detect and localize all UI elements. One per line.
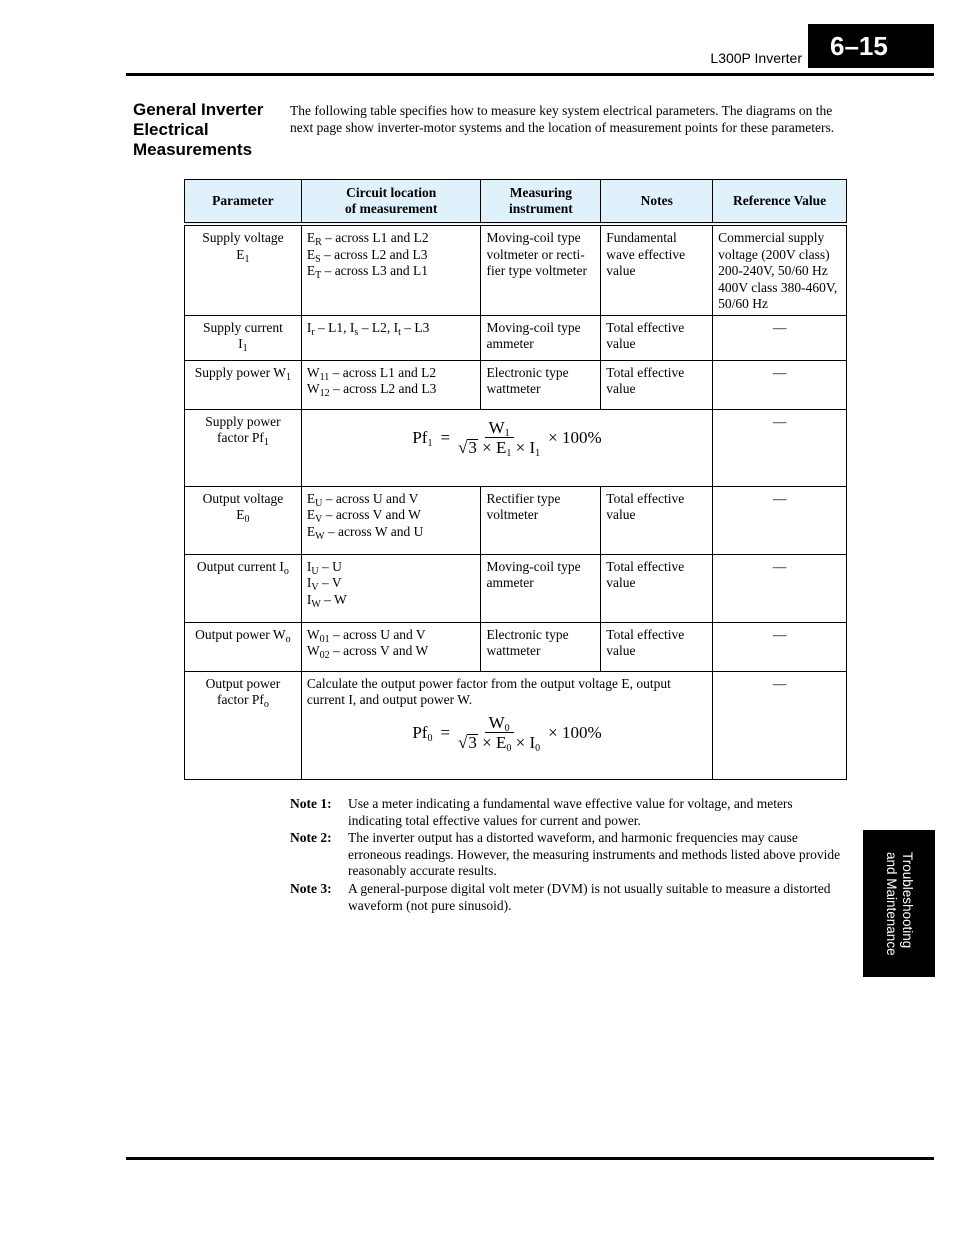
symbol: E: [236, 507, 245, 522]
power-factor-formula: [412, 712, 602, 754]
table-row: [185, 554, 847, 622]
circuit-line: [307, 381, 476, 398]
parameter-name: Output current I: [196, 558, 284, 574]
circuit-line: [307, 263, 476, 280]
header-line: Circuit location: [346, 184, 437, 200]
circuit-line: [307, 365, 476, 382]
sym: I: [306, 319, 312, 335]
notes-cell: Total effective value: [601, 360, 713, 409]
parameter-symbol: [190, 692, 296, 709]
formula-description: Calculate the output power factor from the output voltage E, output current I, and output power W.: [306, 675, 671, 707]
table-row: [185, 671, 847, 779]
parameter-sub: 1: [263, 437, 269, 448]
sym: E: [306, 246, 316, 262]
symbol-sub: 0: [244, 514, 250, 525]
notes-cell: Total effective value: [601, 622, 713, 671]
fraction: [458, 417, 541, 459]
header-notes: Notes: [601, 180, 713, 225]
instrument-cell: Moving-coil type ammeter: [481, 315, 601, 360]
table-row: [185, 409, 847, 486]
instrument-cell: Rectifier type voltmeter: [481, 486, 601, 554]
sub: 0: [506, 743, 512, 754]
denominator: [458, 733, 540, 752]
sqrt: [458, 734, 478, 752]
sym: E: [306, 523, 316, 539]
note-label: Note 2:: [290, 830, 332, 846]
sub: U: [311, 565, 319, 577]
sym: E: [306, 263, 316, 278]
parameter-name: Output power W: [195, 626, 286, 642]
reference-cell: —: [713, 360, 847, 409]
sym: E: [306, 490, 316, 506]
denominator: [458, 438, 540, 457]
sub: W: [315, 530, 325, 542]
power-factor-formula: [412, 417, 602, 459]
parameter-name: Output power: [205, 675, 281, 691]
parameter-symbol: [190, 247, 296, 264]
notes-cell: Fundamental wave effective value: [601, 224, 713, 315]
instrument-cell: Moving-coil type ammeter: [481, 554, 601, 622]
sym: W: [306, 643, 320, 658]
sym: I: [306, 558, 312, 574]
reference-cell: Commercial supply voltage (200V class) 200-240V, 50/60 Hz 400V class 380-460V, 50/60 Hz: [713, 224, 847, 315]
sub: R: [315, 237, 322, 248]
note-label: Note 3:: [290, 880, 332, 896]
section-title-line: Measurements: [133, 140, 253, 159]
text: – L2,: [358, 319, 394, 335]
instrument-cell: Electronic type wattmeter: [481, 360, 601, 409]
radicand: 3: [468, 438, 477, 457]
parameter-cell: [185, 409, 302, 486]
text: – V: [318, 575, 342, 590]
header-reference-value: Reference Value: [713, 180, 847, 225]
header-parameter: Parameter: [185, 180, 302, 225]
text: × I: [511, 733, 536, 752]
circuit-line: [307, 592, 476, 609]
instrument-cell: Electronic type wattmeter: [481, 622, 601, 671]
sub: S: [315, 253, 321, 265]
circuit-line: [307, 230, 476, 247]
circuit-line: [307, 247, 476, 264]
numerator: [485, 712, 514, 734]
parameter-name: factor Pf: [216, 692, 264, 707]
sub: 01: [319, 633, 330, 645]
intro-paragraph: The following table specifies how to measure key system electrical parameters. The diagrams on the next page show inverter-motor systems and the location of measurement points for these parameters.: [290, 103, 835, 135]
chapter-side-tab: [863, 830, 935, 977]
parameter-sub: o: [285, 633, 291, 645]
note-item: [290, 881, 850, 914]
parameter-name: Supply current: [202, 319, 283, 335]
text: – W: [320, 591, 347, 607]
sub: 0: [504, 722, 510, 734]
sym: Pf: [412, 427, 428, 447]
sub: T: [315, 270, 322, 281]
sub: 12: [319, 388, 330, 399]
parameter-name: Supply power: [205, 413, 281, 429]
radical-sign: √: [458, 733, 468, 752]
side-tab-label: [863, 830, 935, 977]
sub: 1: [535, 448, 541, 459]
sym: I: [306, 591, 312, 607]
sub: 0: [427, 732, 433, 744]
symbol: I: [238, 336, 243, 351]
sub: 1: [427, 437, 433, 449]
text: × E: [477, 438, 507, 457]
table-row: [185, 360, 847, 409]
reference-cell: —: [713, 409, 847, 486]
header-line: Measuring: [509, 184, 573, 200]
sub: s: [354, 326, 359, 338]
table-row: [185, 224, 847, 315]
text: – U: [318, 558, 342, 574]
numerator: [485, 417, 514, 439]
header-circuit-location: [301, 180, 481, 225]
text: – across V and W: [329, 643, 429, 658]
text: – across L1 and L2: [329, 364, 437, 380]
section-title-line: Electrical: [133, 120, 209, 139]
note-item: [290, 796, 850, 829]
notes-cell: Total effective value: [601, 554, 713, 622]
formula-rhs: × 100%: [548, 427, 602, 447]
sub: t: [398, 326, 401, 338]
running-header: L300P Inverter: [710, 50, 802, 66]
sym: W: [488, 417, 505, 437]
sym: W: [306, 381, 320, 396]
note-text: The inverter output has a distorted waveform, and harmonic frequencies may cause erroneous readings. However, the measuring instruments and methods listed above provide reasonably accurate results.: [348, 830, 841, 879]
sub: 1: [506, 448, 512, 459]
radical-sign: √: [458, 438, 468, 457]
text: – across W and U: [324, 523, 424, 539]
text: × I: [511, 438, 536, 457]
parameter-sub: o: [283, 565, 289, 577]
formula-cell: [301, 409, 712, 486]
note-label: Note 1:: [290, 796, 332, 811]
circuit-cell: [301, 554, 481, 622]
parameter-sub: o: [263, 699, 269, 710]
sub: 02: [319, 650, 330, 661]
parameter-symbol: [190, 336, 296, 353]
instrument-cell: Moving-coil type voltmeter or recti-fier type voltmeter: [481, 224, 601, 315]
circuit-line: [307, 491, 476, 508]
equals-sign: =: [440, 722, 451, 742]
circuit-cell: [301, 360, 481, 409]
formula-rhs: × 100%: [548, 722, 602, 742]
circuit-line: [307, 575, 476, 592]
parameter-cell: [185, 360, 302, 409]
parameter-cell: [185, 554, 302, 622]
note-text: Use a meter indicating a fundamental wave effective value for voltage, and meters indicating total effective values for current and power.: [348, 796, 793, 828]
sub: 1: [504, 427, 510, 439]
reference-cell: —: [713, 622, 847, 671]
sym: W: [306, 364, 320, 380]
measurement-table: [184, 179, 847, 780]
parameter-name: Output voltage: [202, 490, 284, 506]
fraction: [458, 712, 541, 754]
parameter-cell: [185, 224, 302, 315]
sym: I: [393, 319, 399, 335]
text: – across V and W: [322, 507, 421, 522]
footer-rule: [126, 1157, 934, 1160]
text: – across L2 and L3: [329, 381, 437, 396]
symbol-sub: 1: [244, 253, 250, 265]
circuit-cell: [301, 622, 481, 671]
table-row: [185, 622, 847, 671]
formula-wrap: [307, 709, 707, 756]
sub: V: [311, 582, 319, 593]
sub: U: [315, 497, 323, 509]
section-title: [133, 100, 283, 160]
parameter-symbol: [190, 430, 296, 447]
radicand: 3: [468, 733, 477, 752]
text: – across L1 and L2: [321, 230, 429, 245]
table-row: [185, 486, 847, 554]
sym: I: [349, 319, 355, 335]
sym: E: [306, 230, 316, 245]
equals-sign: =: [440, 427, 451, 447]
text: – across L2 and L3: [320, 246, 428, 262]
parameter-name: Supply voltage: [202, 230, 284, 245]
parameter-sub: 1: [286, 371, 292, 383]
parameter-cell: [185, 486, 302, 554]
sub: 11: [319, 371, 330, 383]
circuit-line: [307, 559, 476, 576]
side-tab-line: Troubleshooting: [900, 852, 915, 949]
notes-cell: Total effective value: [601, 315, 713, 360]
text: – across U and V: [322, 490, 419, 506]
formula-cell: [301, 671, 712, 779]
circuit-line: [307, 507, 476, 524]
reference-cell: —: [713, 315, 847, 360]
parameter-cell: [185, 622, 302, 671]
circuit-cell: [301, 315, 481, 360]
sym: I: [306, 575, 312, 590]
sym: E: [306, 507, 316, 522]
header-rule: [126, 73, 934, 76]
side-tab-line: and Maintenance: [884, 852, 899, 956]
sub: W: [311, 598, 321, 610]
section-title-line: General Inverter: [133, 100, 264, 119]
sym: W: [306, 626, 320, 642]
circuit-cell: [301, 486, 481, 554]
text: × E: [477, 733, 507, 752]
parameter-symbol: [190, 507, 296, 524]
reference-cell: —: [713, 486, 847, 554]
circuit-cell: [301, 224, 481, 315]
sub: r: [311, 326, 315, 338]
note-text: A general-purpose digital volt meter (DVM) is not usually suitable to measure a distorted waveform (not pure sinusoid).: [348, 880, 831, 913]
parameter-name: factor Pf: [216, 430, 264, 445]
text: – L1,: [314, 319, 350, 335]
text: – L3: [400, 319, 430, 335]
parameter-name: Supply power W: [194, 364, 287, 380]
sym: Pf: [412, 722, 428, 742]
table-header-row: [185, 180, 847, 225]
notes-cell: Total effective value: [601, 486, 713, 554]
circuit-line: [307, 643, 476, 660]
sub: 0: [535, 743, 541, 754]
header-line: of measurement: [344, 201, 438, 216]
formula-lhs: [412, 427, 433, 449]
text: – across L3 and L1: [321, 263, 429, 278]
circuit-line: [307, 524, 476, 541]
sub: V: [315, 514, 323, 525]
reference-cell: —: [713, 554, 847, 622]
table-row: [185, 315, 847, 360]
circuit-line: [307, 627, 476, 644]
parameter-cell: [185, 671, 302, 779]
sqrt: [458, 439, 478, 457]
header-line: instrument: [509, 201, 573, 216]
header-measuring-instrument: [481, 180, 601, 225]
notes-block: [290, 796, 850, 915]
text: – across U and V: [329, 626, 426, 642]
sym: W: [488, 712, 505, 732]
reference-cell: —: [713, 671, 847, 779]
formula-lhs: [412, 722, 433, 744]
note-item: [290, 830, 850, 880]
symbol-sub: 1: [242, 343, 248, 354]
parameter-cell: [185, 315, 302, 360]
page-number-badge: 6–15: [808, 24, 934, 68]
symbol: E: [236, 246, 245, 262]
